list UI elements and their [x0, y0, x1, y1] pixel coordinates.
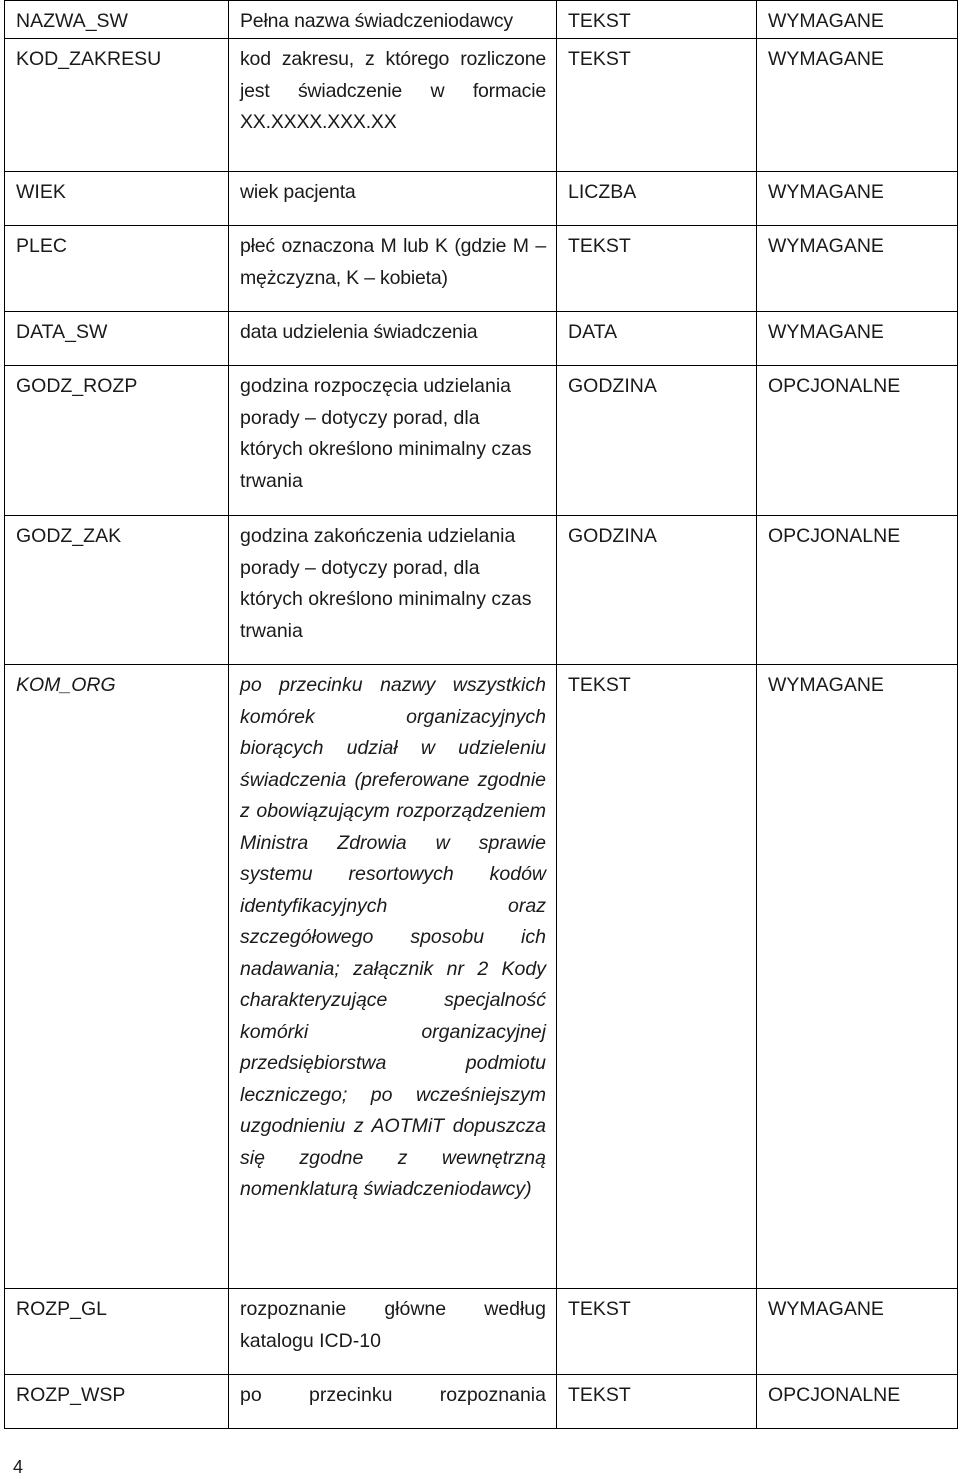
page-number: 4 — [13, 1457, 24, 1477]
field-name-cell: ROZP_GL — [5, 1289, 229, 1375]
requirement-cell: WYMAGANE — [757, 1, 958, 39]
field-name-cell: KOD_ZAKRESU — [5, 39, 229, 172]
table-row — [5, 366, 958, 516]
table-row — [5, 1289, 958, 1375]
table-row — [5, 1, 958, 39]
field-name-cell: DATA_SW — [5, 312, 229, 366]
requirement-cell: OPCJONALNE — [757, 516, 958, 665]
description-cell: godzina zakończenia udzielania porady – dotyczy porad, dla których określono minimalny czas trwania — [229, 516, 557, 665]
requirement-cell: OPCJONALNE — [757, 366, 958, 516]
description-cell: po przecinku rozpoznania — [229, 1375, 557, 1429]
type-cell: TEKST — [557, 1375, 757, 1429]
field-name-cell: GODZ_ZAK — [5, 516, 229, 665]
description-cell: data udzielenia świadczenia — [229, 312, 557, 366]
table-row — [5, 312, 958, 366]
table-row — [5, 516, 958, 665]
type-cell: GODZINA — [557, 516, 757, 665]
table-row — [5, 665, 958, 1289]
type-cell: TEKST — [557, 1289, 757, 1375]
field-name-cell: WIEK — [5, 172, 229, 226]
description-cell: kod zakresu, z którego rozliczone jest świadczenie w formacie XX.XXXX.XXX.XX — [229, 39, 557, 172]
requirement-cell: OPCJONALNE — [757, 1375, 958, 1429]
field-name-cell: PLEC — [5, 226, 229, 312]
field-name-cell: ROZP_WSP — [5, 1375, 229, 1429]
type-cell: TEKST — [557, 39, 757, 172]
type-cell: TEKST — [557, 665, 757, 1289]
data-dictionary-table — [4, 0, 958, 1429]
type-cell: TEKST — [557, 1, 757, 39]
description-cell: rozpoznanie główne według katalogu ICD-10 — [229, 1289, 557, 1375]
description-cell: po przecinku nazwy wszystkich komórek organizacyjnych biorących udział w udzieleniu świadczenia (preferowane zgodnie z obowiązującym rozporządzeniem Ministra Zdrowia w sprawie systemu resortowych kodów identyfikacyjnych oraz szczegółowego sposobu ich nadawania; załącznik nr 2 Kody charakteryzujące specjalność komórki organizacyjnej przedsiębiorstwa podmiotu leczniczego; po wcześniejszym uzgodnieniu z AOTMiT dopuszcza się zgodne z wewnętrzną nomenklaturą świadczeniodawcy) — [229, 665, 557, 1289]
requirement-cell: WYMAGANE — [757, 226, 958, 312]
description-cell: Pełna nazwa świadczeniodawcy — [229, 1, 557, 39]
requirement-cell: WYMAGANE — [757, 39, 958, 172]
type-cell: TEKST — [557, 226, 757, 312]
requirement-cell: WYMAGANE — [757, 172, 958, 226]
requirement-cell: WYMAGANE — [757, 1289, 958, 1375]
table-row — [5, 1375, 958, 1429]
requirement-cell: WYMAGANE — [757, 665, 958, 1289]
field-name-cell: KOM_ORG — [5, 665, 229, 1289]
type-cell: DATA — [557, 312, 757, 366]
table-row — [5, 226, 958, 312]
description-cell: płeć oznaczona M lub K (gdzie M – mężczyzna, K – kobieta) — [229, 226, 557, 312]
type-cell: LICZBA — [557, 172, 757, 226]
table-row — [5, 172, 958, 226]
table-row — [5, 39, 958, 172]
type-cell: GODZINA — [557, 366, 757, 516]
description-cell: godzina rozpoczęcia udzielania porady – dotyczy porad, dla których określono minimalny czas trwania — [229, 366, 557, 516]
description-cell: wiek pacjenta — [229, 172, 557, 226]
field-name-cell: NAZWA_SW — [5, 1, 229, 39]
requirement-cell: WYMAGANE — [757, 312, 958, 366]
field-name-cell: GODZ_ROZP — [5, 366, 229, 516]
